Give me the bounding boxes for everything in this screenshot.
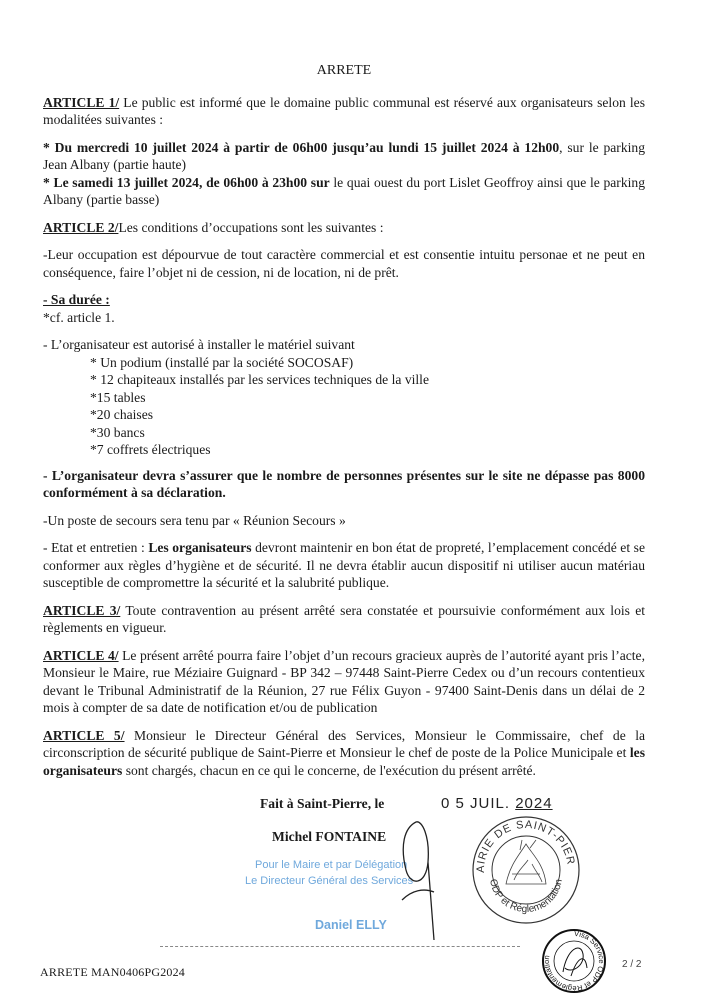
article-3-label: ARTICLE 3/ [43, 602, 121, 618]
equipment-item: *20 chaises [90, 407, 154, 422]
article-5-label: ARTICLE 5/ [43, 727, 125, 743]
article-1-text: Le public est informé que le domaine public communal est réservé aux organisateurs selon les modalitées suivantes : [43, 94, 646, 127]
document-reference: ARRETE MAN0406PG2024 [40, 965, 186, 979]
seal-top-text: MAIRIE DE SAINT-PIERRE [464, 805, 577, 874]
article-2-label: ARTICLE 2/ [43, 219, 119, 235]
article-1-item-1 [43, 139, 645, 174]
visa-initials [563, 948, 587, 976]
article-1-item-2 [43, 174, 645, 209]
first-aid-post: -Un poste de secours sera tenu par « Réunion Secours » [43, 512, 346, 528]
equipment-item: *30 bancs [90, 424, 145, 440]
document-title: ARRETE [316, 63, 372, 78]
article-5-text-a: Monsieur le Directeur Général des Services, Monsieur le Commissaire, chef de la circonscription de sécurité publique de Saint-Pierre et Monsieur le chef de poste de la Police Municipale et [43, 727, 645, 760]
article-2-occupation: -Leur occupation est dépourvue de tout caractère commercial et est consentie intuitu personae et ne peut en conséquence, faire l’objet ni de cession, ni de location, ni de prêt. [43, 247, 645, 280]
duration-section [43, 291, 645, 326]
duration-label: - Sa durée : [43, 292, 110, 307]
article-4-text: Le présent arrêté pourra faire l’objet d’un recours gracieux auprès de l’autorité ayant pris l’acte, Monsieur le Maire, rue Méziaire Guignard - BP 342 – 97448 Saint-Pierre Cedex ou d’un recours contentieux devant le Tribunal Administratif de la Réunion, 27 rue Félix Guyon - 97400 Saint-Denis dans un délai de 2 mois à compter de sa date de notification et/ou de publication [43, 647, 645, 715]
svg-text:ODP et Réglementation [487, 878, 565, 915]
article-1 [43, 94, 645, 129]
visa-stamp [541, 928, 607, 994]
equipment-intro: - L’organisateur est autorisé à installer le matériel suivant [43, 337, 355, 352]
equipment-item: * Un podium (installé par la société SOCOSAF) [90, 354, 354, 370]
equipment-item: * 12 chapiteaux installés par les services techniques de la ville [90, 372, 429, 387]
maintenance-intro: - Etat et entretien : [43, 540, 149, 555]
equipment-item: *7 coffrets électriques [90, 442, 211, 457]
date-stamp [441, 795, 553, 813]
visa-stamp-text: Visa Service ODP et Réglementation [541, 928, 606, 994]
article-1-item-2-location: le quai ouest du port Lislet Geoffroy ainsi que le parking Albany (partie basse) [43, 174, 646, 207]
duration-text: *cf. article 1. [43, 309, 115, 325]
article-4 [43, 647, 645, 717]
date-day: 0 5 [441, 795, 465, 812]
seal-emblem-icon [506, 840, 546, 884]
article-1-item-2-dates: * Le samedi 13 juillet 2024, de 06h00 à 23h00 sur [43, 174, 330, 190]
maintenance-text: devront maintenir en bon état de propreté, l’emplacement concédé et se conformer aux règles d’hygiène et de sécurité. Il ne devra établir aucun dispositif ni utiliser aucun matériau susceptible de compromettre la sécurité et la salubrité publique. [43, 540, 645, 590]
article-5 [43, 727, 645, 780]
delegation-line-1: Pour le Maire et par Délégation [255, 859, 408, 871]
separator-line [160, 946, 520, 947]
delegation-line-2: Le Directeur Général des Services [245, 875, 414, 887]
article-1-item-1-dates: * Du mercredi 10 juillet 2024 à partir de 06h00 jusqu’au lundi 15 juillet 2024 à 12h00 [43, 139, 560, 155]
handwritten-signature [398, 818, 438, 943]
mayor-name: Michel FONTAINE [272, 829, 387, 844]
article-1-item-1-location: , sur le parking Jean Albany (partie haute) [43, 139, 646, 172]
maintenance-organisers: Les organisateurs [148, 540, 252, 555]
article-3 [43, 602, 645, 637]
equipment-item: *15 tables [90, 389, 146, 405]
date-year: 2024 [515, 795, 553, 812]
article-1-label: ARTICLE 1/ [43, 94, 120, 110]
capacity-limit: - L’organisateur devra s’assurer que le nombre de personnes présentes sur le site ne dépasse pas 8000 conformément à sa déclaration. [43, 467, 645, 500]
article-2-text: Les conditions d’occupations sont les suivantes : [118, 219, 384, 235]
article-3-text: Toute contravention au présent arrêté sera constatée et poursuivie conformément aux lois et règlements en vigueur. [43, 602, 646, 635]
maintenance-clause [43, 539, 645, 592]
article-5-organisers: les organisateurs [43, 745, 645, 778]
signature-place: Fait à Saint-Pierre, le [260, 796, 385, 811]
article-2 [43, 219, 645, 237]
seal-bottom-text: ODP et Réglementation [487, 878, 565, 916]
svg-text:MAIRIE DE SAINT-PIERRE [465, 805, 577, 873]
page-number: 2 / 2 [622, 959, 642, 970]
document-body [43, 62, 645, 789]
article-5-text-b: sont chargés, chacun en ce qui le concerne, de l'exécution du présent arrêté. [122, 762, 536, 778]
mairie-seal [464, 805, 582, 926]
equipment-list [43, 354, 645, 459]
date-month: JUIL. [470, 795, 511, 812]
article-4-label: ARTICLE 4/ [43, 647, 119, 663]
delegate-name: Daniel ELLY [315, 918, 387, 932]
